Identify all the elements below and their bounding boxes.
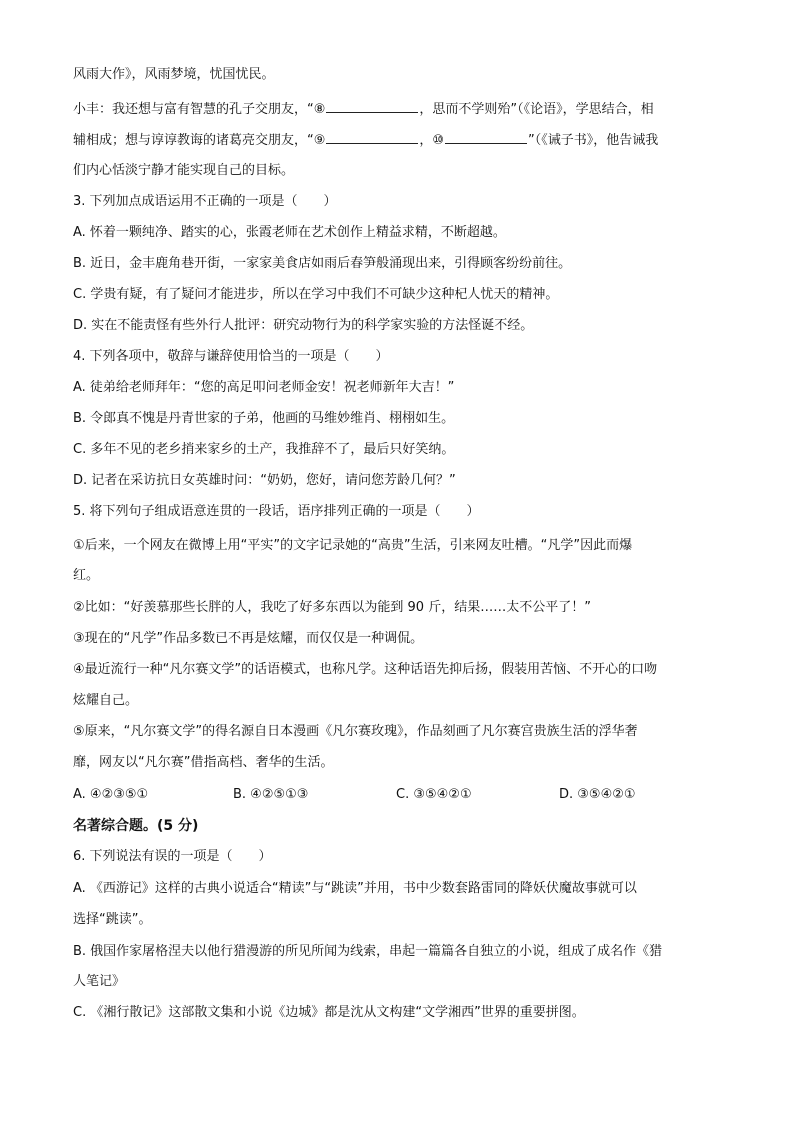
- text-segment: ，思而不学则殆”（《论语》，学思结合，相: [419, 102, 654, 117]
- question-3-stem: 3. 下列加点成语运用不正确的一项是（ ）: [73, 194, 337, 209]
- section-heading: 名著综合题。(5 分): [73, 818, 199, 834]
- fill-blank-line: [73, 131, 658, 150]
- sentence-3: ③现在的“凡学”作品多数已不再是炫耀，而仅仅是一种调侃。: [73, 631, 424, 646]
- question-3-option-c: C. 学贵有疑，有了疑问才能进步，所以在学习中我们不可缺少这种杞人忧天的精神。: [73, 287, 559, 302]
- sentence-4: ④最近流行一种“凡尔赛文学”的话语模式，也称凡学。这种话语先抑后扬，假装用苦恼、不开心的口吻: [73, 662, 658, 677]
- question-5-options: [73, 786, 733, 804]
- question-4-option-a: A. 徒弟给老师拜年：“您的高足叩问老师金安！祝老师新年大吉！”: [73, 380, 455, 395]
- question-5-option-d: D. ③⑤④②①: [559, 787, 636, 802]
- fill-blank-line: [73, 100, 654, 119]
- question-5-stem: 5. 将下列句子组成语意连贯的一段话，语序排列正确的一项是（ ）: [73, 504, 480, 519]
- sentence-5-cont: 靡，网友以“凡尔赛”借指高档、奢华的生活。: [73, 755, 334, 770]
- question-6-stem: 6. 下列说法有误的一项是（ ）: [73, 849, 272, 864]
- question-3-option-b: B. 近日，金丰鹿角巷开街，一家家美食店如雨后春笋般涌现出来，引得顾客纷纷前往。: [73, 256, 572, 271]
- question-4-option-b: B. 令郎真不愧是丹青世家的子弟，他画的马维妙维肖、栩栩如生。: [73, 411, 455, 426]
- blank-10[interactable]: [445, 131, 527, 144]
- sentence-2: ②比如：“好羡慕那些长胖的人，我吃了好多东西以为能到 90 斤，结果……太不公平了！”: [73, 600, 591, 615]
- blank-9[interactable]: [326, 131, 418, 144]
- text-line: 风雨大作》，风雨梦境，忧国忧民。: [73, 67, 275, 82]
- question-6-option-a-cont: 选择“跳读”。: [73, 912, 152, 927]
- question-3-option-a: A. 怀着一颗纯净、踏实的心，张霞老师在艺术创作上精益求精，不断超越。: [73, 225, 506, 240]
- sentence-1-cont: 红。: [73, 568, 100, 583]
- question-6-option-c: C. 《湘行散记》这部散文集和小说《边城》都是沈从文构建“文学湘西”世界的重要拼图。: [73, 1005, 585, 1020]
- question-4-stem: 4. 下列各项中，敬辞与谦辞使用恰当的一项是（ ）: [73, 349, 389, 364]
- question-3-option-d: D. 实在不能责怪有些外行人批评：研究动物行为的科学家实验的方法怪诞不经。: [73, 318, 534, 333]
- question-6-option-a: A. 《西游记》这样的古典小说适合“精读”与“跳读”并用，书中少数套路雷同的降妖伏魔故事就可以: [73, 881, 637, 896]
- sentence-5: ⑤原来，“凡尔赛文学”的得名源自日本漫画《凡尔赛玫瑰》，作品刻画了凡尔赛宫贵族生活的浮华奢: [73, 724, 638, 739]
- text-segment: 辅相成；想与谆谆教诲的诸葛亮交朋友，“⑨: [73, 133, 326, 148]
- text-segment: ，⑩: [419, 133, 445, 148]
- question-4-option-c: C. 多年不见的老乡捎来家乡的土产，我推辞不了，最后只好笑纳。: [73, 442, 455, 457]
- question-6-option-b: B. 俄国作家屠格涅夫以他行猎漫游的所见所闻为线索，串起一篇篇各自独立的小说，组成了成名作《猎: [73, 944, 663, 959]
- question-4-option-d: D. 记者在采访抗日女英雄时问：“奶奶，您好，请问您芳龄几何？”: [73, 473, 456, 488]
- question-5-option-a: A. ④②③⑤①: [73, 787, 149, 802]
- sentence-4-cont: 炫耀自己。: [73, 693, 139, 708]
- question-5-option-b: B. ④②⑤①③: [233, 787, 309, 802]
- question-6-option-b-cont: 人笔记》: [73, 974, 126, 989]
- question-5-option-c: C. ③⑤④②①: [396, 787, 472, 802]
- text-line: 们内心恬淡宁静才能实现自己的目标。: [73, 163, 295, 178]
- text-segment: 小丰：我还想与富有智慧的孔子交朋友，“⑧: [73, 102, 326, 117]
- blank-8[interactable]: [326, 100, 418, 113]
- sentence-1: ①后来，一个网友在微博上用“平实”的文字记录她的“高贵”生活，引来网友吐槽。“凡学”因此而爆: [73, 538, 633, 553]
- text-segment: ”（《诫子书》，他告诫我: [528, 133, 659, 148]
